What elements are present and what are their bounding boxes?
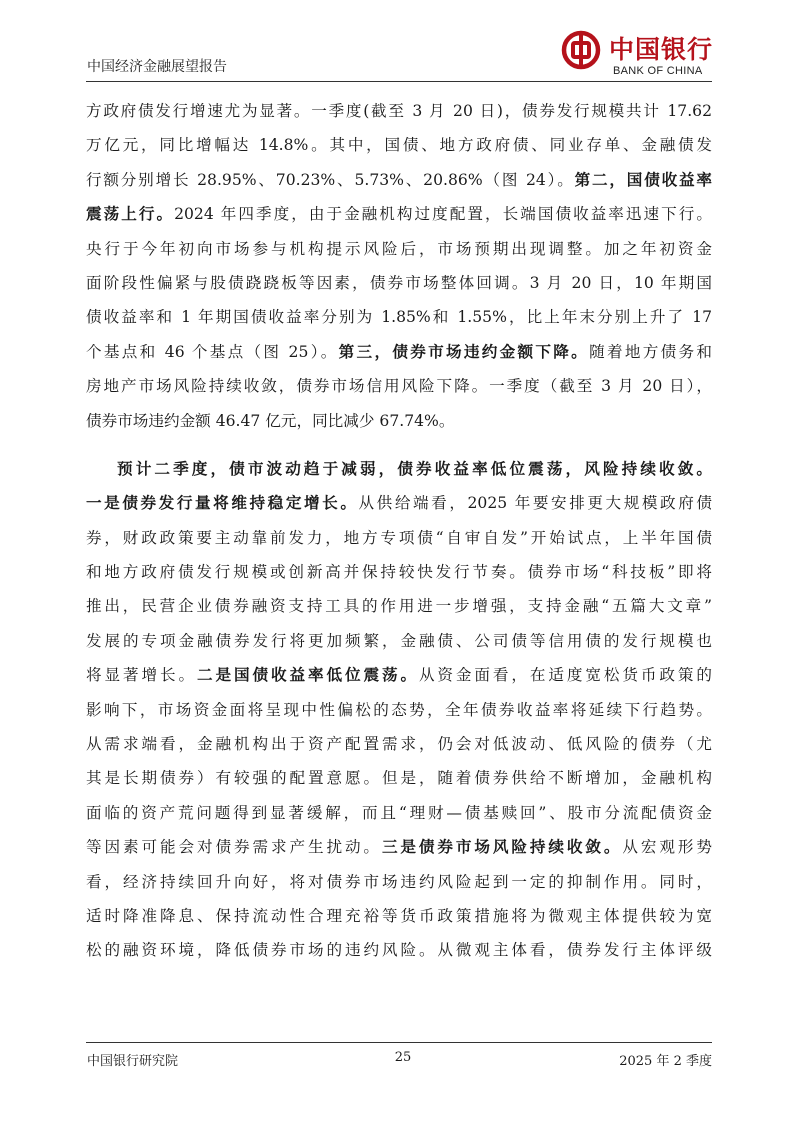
emphasis-text: 预计二季度，债市波动趋于减弱，债券收益率低位震荡，风险持续收敛。 [117, 458, 712, 478]
emphasis-text: 一是债券发行量将维持稳定增长。 [86, 493, 359, 513]
text-line: 将显著增长。二是国债收益率低位震荡。从资金面看，在适度宽松货币政策的 [86, 665, 712, 685]
text-line: 万亿元，同比增幅达 14.8%。其中，国债、地方政府债、同业存单、金融债发 [86, 136, 712, 155]
text-line: 影响下，市场资金面将呈现中性偏松的态势，全年债券收益率将延续下行趋势。 [86, 700, 712, 719]
paragraph-q2-outlook [86, 452, 712, 968]
text-line: 方政府债发行增速尤为显著。一季度(截至 3 月 20 日)，债券发行规模共计 17.62 [86, 102, 712, 120]
text-line: 一是债券发行量将维持稳定增长。从供给端看，2025 年要安排更大规模政府债 [86, 493, 712, 513]
emphasis-text: 震荡上行。 [86, 204, 175, 224]
text-line: 券，财政政策要主动靠前发力，地方专项债“自审自发”开始试点，上半年国债 [86, 528, 712, 547]
footer-institution: 中国银行研究院 [87, 1054, 179, 1069]
text-line [86, 452, 712, 486]
text-line: 震荡上行。2024 年四季度，由于金融机构过度配置，长端国债收益率迅速下行。 [86, 204, 712, 224]
text-line: 面阶段性偏紧与股债跷跷板等因素，债券市场整体回调。3 月 20 日，10 年期国 [86, 273, 712, 292]
bank-of-china-logo-icon [561, 30, 601, 70]
body-text [86, 94, 712, 968]
text-line: 债收益率和 1 年期国债收益率分别为 1.85%和 1.55%，比上年末分别上升了 17 [86, 308, 712, 327]
footer-quarter: 2025 年 2 季度 [619, 1054, 712, 1069]
text-line: 等因素可能会对债券需求产生扰动。三是债券市场风险持续收敛。从宏观形势 [86, 837, 712, 857]
bank-logo [561, 28, 714, 82]
text-line: 房地产市场风险持续收敛，债券市场信用风险下降。一季度（截至 3 月 20 日）， [86, 377, 712, 396]
text-line: 债券市场违约金额 46.47 亿元，同比减少 67.74%。 [86, 411, 455, 430]
text-line: 央行于今年初向市场参与机构提示风险后，市场预期出现调整。加之年初资金 [86, 239, 712, 258]
emphasis-text: 第三，债券市场违约金额下降。 [338, 341, 590, 361]
emphasis-text: 第二，国债收益率 [574, 169, 712, 189]
text-line: 从需求端看，金融机构出于资产配置需求，仍会对低波动、低风险的债券（尤 [86, 735, 712, 754]
text-line: 其是长期债券）有较强的配置意愿。但是，随着债券供给不断增加，金融机构 [86, 769, 712, 788]
paragraph-bond-market-review [86, 94, 712, 438]
emphasis-text: 三是债券市场风险持续收敛。 [381, 837, 623, 857]
text-line: 和地方政府债发行规模或创新高并保持较快发行节奏。债券市场“科技板”即将 [86, 563, 712, 582]
text-line: 看，经济持续回升向好，将对债券市场违约风险起到一定的抑制作用。同时， [86, 872, 712, 891]
header-divider [86, 81, 712, 82]
text-line: 松的融资环境，降低债券市场的违约风险。从微观主体看，债券发行主体评级 [86, 941, 712, 960]
logo-english-name: BANK OF CHINA [613, 65, 703, 77]
text-line: 行额分别增长 28.95%、70.23%、5.73%、20.86%（图 24）。第二，国债收益率 [86, 169, 712, 189]
text-line: 面临的资产荒问题得到显著缓解，而且“理财—债基赎回”、股市分流配债资金 [86, 803, 712, 822]
text-line: 适时降准降息、保持流动性合理充裕等货币政策措施将为微观主体提供较为宽 [86, 906, 712, 925]
text-line: 个基点和 46 个基点（图 25）。第三，债券市场违约金额下降。随着地方债务和 [86, 341, 712, 361]
text-line: 推出，民营企业债券融资支持工具的作用进一步增强，支持金融“五篇大文章” [86, 597, 712, 616]
emphasis-text: 二是国债收益率低位震荡。 [196, 665, 419, 685]
page-number: 25 [394, 1050, 412, 1065]
footer-divider [86, 1042, 712, 1043]
logo-chinese-name: 中国银行 [609, 35, 714, 64]
text-line: 发展的专项金融债券发行将更加频繁，金融债、公司债等信用债的发行规模也 [86, 631, 712, 650]
report-title: 中国经济金融展望报告 [87, 59, 227, 75]
